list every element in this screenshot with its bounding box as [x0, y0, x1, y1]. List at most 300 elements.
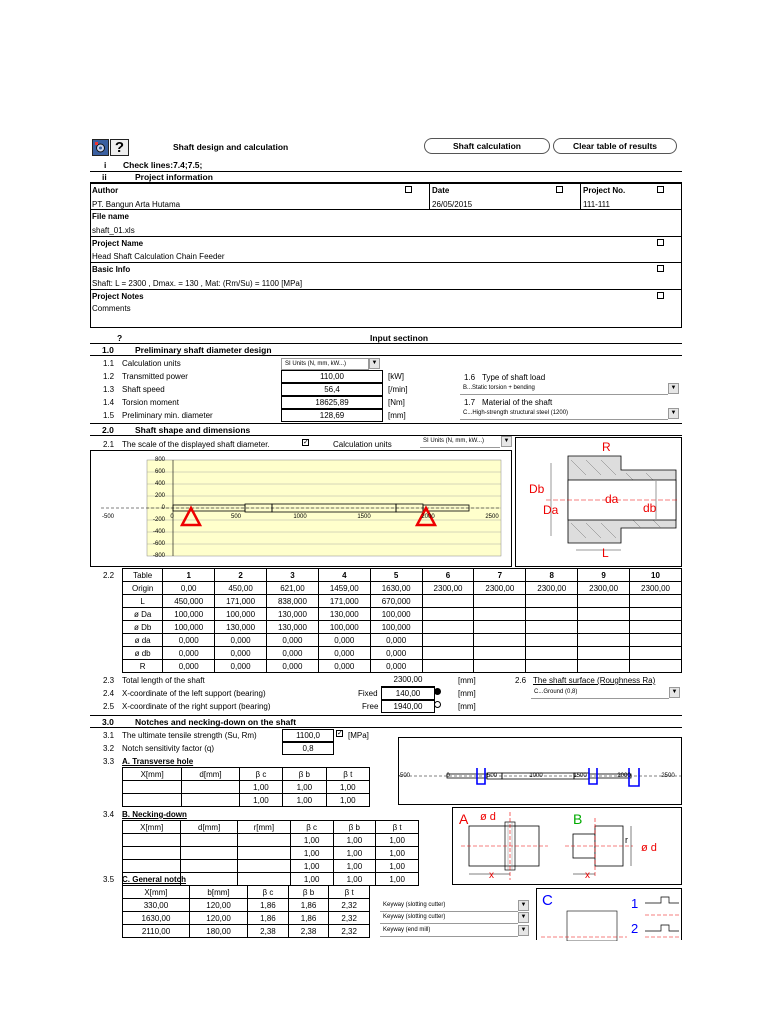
notch-type-select-3[interactable]: Keyway (end mill) — [380, 925, 518, 937]
table-cell[interactable] — [181, 834, 238, 847]
table-cell[interactable]: 1,00 — [333, 847, 376, 860]
unit-label: [mm] — [388, 411, 406, 420]
chevron-down-icon[interactable]: ▼ — [501, 436, 512, 447]
row-num: 1.1 — [103, 359, 115, 368]
right-support-label: X-coordinate of the right support (bearing) — [122, 702, 271, 711]
table-cell: Table — [123, 569, 163, 582]
table-cell[interactable]: 0,000 — [267, 634, 319, 647]
table-row — [123, 912, 370, 925]
row-num: 2.3 — [103, 676, 115, 685]
table-cell: β t — [376, 821, 419, 834]
table-cell[interactable]: 0,000 — [318, 634, 370, 647]
table-cell[interactable]: 100,000 — [215, 608, 267, 621]
table-cell: β b — [333, 821, 376, 834]
project-no-value[interactable]: 111-111 — [583, 200, 610, 209]
file-name-value[interactable]: shaft_01.xls — [92, 226, 135, 235]
table-cell[interactable]: 1,00 — [376, 847, 419, 860]
table-cell[interactable]: 2300,00 — [422, 582, 474, 595]
table-cell: R — [123, 660, 163, 673]
notch-sensitivity-input[interactable]: 0,8 — [282, 742, 334, 755]
table-cell[interactable]: 2300,00 — [526, 582, 578, 595]
table-cell[interactable] — [630, 595, 682, 608]
project-no-checkbox[interactable] — [657, 186, 664, 193]
table-cell[interactable]: 100,000 — [370, 621, 422, 634]
figure-c-2: 2 — [631, 921, 639, 936]
table-cell[interactable]: 2110,00 — [123, 925, 190, 938]
table-cell[interactable]: 1,00 — [333, 873, 376, 886]
table-cell[interactable]: 1,00 — [376, 873, 419, 886]
table-cell: 10 — [630, 569, 682, 582]
x-tick-label: 2500 — [485, 514, 499, 520]
input-help-mark: ? — [117, 333, 123, 343]
notch-sensitivity-label: Notch sensitivity factor (q) — [122, 744, 215, 753]
date-label: Date — [432, 186, 450, 195]
x-tick-label: 1500 — [573, 773, 587, 779]
right-support-input[interactable]: 1940,00 — [381, 700, 435, 713]
row-num: 2.5 — [103, 702, 115, 711]
table-row — [123, 834, 419, 847]
transverse-hole-table — [122, 767, 370, 807]
shaft-sections-table — [122, 568, 682, 673]
x-tick-label: 2000 — [421, 514, 435, 520]
table-cell[interactable]: 0,000 — [318, 647, 370, 660]
table-cell[interactable] — [630, 634, 682, 647]
table-cell[interactable]: 2300,00 — [474, 582, 526, 595]
table-cell[interactable]: 450,00 — [215, 582, 267, 595]
project-name-checkbox[interactable] — [657, 239, 664, 246]
table-cell[interactable]: 670,000 — [370, 595, 422, 608]
table-cell[interactable] — [237, 834, 290, 847]
table-row — [123, 634, 682, 647]
table-cell[interactable]: 0,000 — [370, 647, 422, 660]
table-cell[interactable]: 100,000 — [163, 608, 215, 621]
table-cell[interactable] — [422, 647, 474, 660]
table-cell[interactable] — [237, 873, 290, 886]
y-tick-label: -800 — [152, 553, 165, 559]
table-cell[interactable]: 0,000 — [370, 634, 422, 647]
table-cell[interactable] — [474, 608, 526, 621]
chevron-down-icon[interactable]: ▼ — [369, 358, 380, 369]
shaft-surface-select[interactable]: C...Ground (0,8) — [531, 687, 669, 699]
notch-figure-c — [536, 888, 682, 940]
table-cell: 3 — [267, 569, 319, 582]
shaft-material-label: Material of the shaft — [482, 398, 553, 407]
table-cell[interactable]: 1630,00 — [370, 582, 422, 595]
y-tick-label: 800 — [154, 457, 165, 463]
page-title: Shaft design and calculation — [173, 142, 289, 152]
table-row — [123, 781, 370, 794]
table-cell[interactable]: 171,000 — [318, 595, 370, 608]
table-cell[interactable]: 1,00 — [326, 781, 369, 794]
y-tick-label: -400 — [152, 529, 165, 535]
table-cell[interactable] — [578, 608, 630, 621]
label-R: R — [602, 440, 611, 454]
row-num: 3.4 — [103, 810, 115, 819]
table-cell: β c — [239, 768, 282, 781]
row-num: 1.4 — [103, 398, 115, 407]
table-cell[interactable]: 120,00 — [189, 912, 247, 925]
table-cell: Origin — [123, 582, 163, 595]
fixed-label: Fixed — [358, 689, 378, 698]
unit-label: [MPa] — [348, 731, 369, 740]
table-cell[interactable] — [422, 634, 474, 647]
table-cell[interactable] — [422, 608, 474, 621]
table-cell[interactable]: 0,000 — [318, 660, 370, 673]
chevron-down-icon[interactable]: ▼ — [669, 687, 680, 698]
unit-label: [mm] — [458, 689, 476, 698]
app-icon[interactable] — [92, 139, 109, 156]
x-tick-label: 0 — [446, 773, 450, 779]
tensile-strength-label: The ultimate tensile strength (Su, Rm) — [122, 731, 257, 740]
table-cell[interactable] — [181, 860, 238, 873]
diameter-scale-label: The scale of the displayed shaft diameter. — [122, 440, 270, 449]
table-header-row — [123, 886, 370, 899]
table-cell: 7 — [474, 569, 526, 582]
table-cell[interactable] — [526, 660, 578, 673]
table-cell[interactable] — [422, 660, 474, 673]
table-cell[interactable]: 130,000 — [215, 621, 267, 634]
table-cell: ø Da — [123, 608, 163, 621]
shaft-load-select[interactable]: B...Static torsion + bending — [460, 383, 668, 395]
y-tick-label: 200 — [154, 493, 165, 499]
x-tick-label: 1000 — [293, 514, 307, 520]
project-no-label: Project No. — [583, 186, 626, 195]
table-cell[interactable] — [181, 873, 238, 886]
y-tick-label: -600 — [152, 541, 165, 547]
table-cell[interactable]: 130,000 — [267, 608, 319, 621]
left-support-label: X-coordinate of the left support (bearing) — [122, 689, 266, 698]
table-cell[interactable]: 0,000 — [215, 647, 267, 660]
chevron-down-icon[interactable]: ▼ — [518, 925, 529, 936]
table-cell[interactable]: 130,000 — [318, 608, 370, 621]
table-row — [123, 794, 370, 807]
table-cell[interactable]: 1459,00 — [318, 582, 370, 595]
table-cell: β t — [329, 886, 370, 899]
table-cell: β c — [290, 821, 333, 834]
x-tick-label: 1000 — [529, 773, 543, 779]
table-cell[interactable]: 2,32 — [329, 912, 370, 925]
row-num: 2.4 — [103, 689, 115, 698]
table-cell: 1 — [163, 569, 215, 582]
author-value[interactable]: PT. Bangun Arta Hutama — [92, 200, 181, 209]
table-cell[interactable] — [123, 794, 182, 807]
project-notes-checkbox[interactable] — [657, 292, 664, 299]
chevron-down-icon[interactable]: ▼ — [518, 900, 529, 911]
notch-figures-ab — [452, 807, 682, 885]
table-cell[interactable]: 1,00 — [239, 794, 282, 807]
total-length-label: Total length of the shaft — [122, 676, 205, 685]
shaft-material-select[interactable]: C...High-strength structural steel (1200) — [460, 408, 668, 420]
project-notes-label: Project Notes — [92, 292, 144, 301]
table-cell[interactable]: 0,000 — [267, 660, 319, 673]
table-cell[interactable] — [526, 647, 578, 660]
table-cell[interactable] — [237, 847, 290, 860]
author-label: Author — [92, 186, 119, 195]
label-Db: Db — [529, 482, 545, 496]
table-row — [123, 847, 419, 860]
table-row — [123, 860, 419, 873]
table-cell[interactable] — [526, 634, 578, 647]
table-cell[interactable]: 1,00 — [290, 873, 333, 886]
table-cell[interactable] — [578, 634, 630, 647]
table-cell[interactable] — [578, 621, 630, 634]
table-row — [123, 582, 682, 595]
figure-a-x: x — [489, 870, 494, 881]
table-cell[interactable] — [630, 608, 682, 621]
table-cell[interactable]: 180,00 — [189, 925, 247, 938]
x-tick-label: 2500 — [661, 773, 675, 779]
table-cell: d[mm] — [181, 821, 238, 834]
table-cell[interactable] — [630, 647, 682, 660]
row-num: 2.1 — [103, 440, 115, 449]
table-cell[interactable] — [578, 647, 630, 660]
table-cell[interactable] — [526, 595, 578, 608]
table-cell[interactable] — [182, 781, 239, 794]
file-name-label: File name — [92, 212, 129, 221]
table-cell[interactable] — [181, 847, 238, 860]
row-num: 2.2 — [103, 571, 115, 580]
table-cell[interactable]: 838,000 — [267, 595, 319, 608]
project-name-label: Project Name — [92, 239, 144, 248]
unit-label: [Nm] — [388, 398, 405, 407]
table-cell[interactable]: 100,000 — [318, 621, 370, 634]
table-cell[interactable]: 1,00 — [376, 834, 419, 847]
table-cell[interactable] — [474, 660, 526, 673]
chevron-down-icon[interactable]: ▼ — [668, 383, 679, 394]
table-cell[interactable]: 1,00 — [326, 794, 369, 807]
figure-c-1: 1 — [631, 896, 639, 911]
table-cell[interactable] — [526, 608, 578, 621]
project-name-value[interactable]: Head Shaft Calculation Chain Feeder — [92, 252, 225, 261]
input-section-title: Input sectinon — [370, 333, 429, 343]
label-L: L — [602, 546, 609, 560]
table-cell[interactable]: 2,38 — [288, 925, 329, 938]
necking-down-heading: B. Necking-down — [122, 810, 187, 819]
x-tick-label: -500 — [397, 773, 410, 779]
table-cell[interactable]: 1,00 — [290, 834, 333, 847]
unit-label: [/min] — [388, 385, 408, 394]
tensile-strength-checkbox[interactable]: ✓ — [337, 730, 343, 737]
table-cell[interactable]: 0,000 — [215, 660, 267, 673]
shaft-speed-label: Shaft speed — [122, 385, 165, 394]
table-cell[interactable]: 450,000 — [163, 595, 215, 608]
fixed-radio[interactable] — [434, 688, 441, 695]
basic-info-value[interactable]: Shaft: L = 2300 , Dmax. = 130 , Mat: (Rm/Su) = 1100 [MPa] — [92, 279, 303, 288]
table-header-row — [123, 569, 682, 582]
transverse-hole-heading: A. Transverse hole — [122, 757, 194, 766]
section-2-num: 2.0 — [102, 425, 114, 435]
table-cell[interactable] — [182, 794, 239, 807]
chevron-down-icon[interactable]: ▼ — [668, 408, 679, 419]
unit-label: [mm] — [458, 676, 476, 685]
date-value[interactable]: 26/05/2015 — [432, 200, 473, 209]
table-cell[interactable]: 1,00 — [376, 860, 419, 873]
shaft-chart — [90, 450, 512, 567]
y-tick-label: 0 — [161, 505, 165, 511]
x-tick-label: 0 — [170, 514, 174, 520]
torsion-moment-label: Torsion moment — [122, 398, 179, 407]
help-icon[interactable]: ? — [110, 139, 129, 156]
table-cell[interactable]: 130,000 — [267, 621, 319, 634]
clear-results-button[interactable]: Clear table of results — [553, 138, 677, 154]
table-cell[interactable]: 1,00 — [333, 860, 376, 873]
table-row — [123, 925, 370, 938]
table-cell[interactable]: 0,000 — [163, 647, 215, 660]
table-cell[interactable]: 0,000 — [163, 634, 215, 647]
figure-a-d: ø d — [480, 811, 496, 823]
transmitted-power-label: Transmitted power — [122, 372, 188, 381]
notch-chart — [398, 737, 682, 805]
table-cell[interactable] — [578, 660, 630, 673]
table-cell[interactable]: 2,32 — [329, 925, 370, 938]
table-cell: X[mm] — [123, 768, 182, 781]
table-cell[interactable] — [526, 621, 578, 634]
table-cell: L — [123, 595, 163, 608]
y-tick-label: -200 — [152, 517, 165, 523]
table-cell[interactable] — [422, 621, 474, 634]
label-da: da — [605, 492, 619, 506]
table-cell[interactable] — [474, 621, 526, 634]
table-cell[interactable]: 171,000 — [215, 595, 267, 608]
left-support-input[interactable]: 140,00 — [381, 687, 435, 700]
table-cell[interactable]: 2,38 — [248, 925, 289, 938]
table-cell[interactable] — [123, 834, 181, 847]
table-cell[interactable]: 1,00 — [283, 781, 326, 794]
shaft-load-label: Type of shaft load — [482, 373, 546, 382]
torsion-moment-value: 18625,89 — [281, 396, 383, 409]
x-tick-label: -500 — [101, 514, 114, 520]
table-cell: ø db — [123, 647, 163, 660]
basic-info-checkbox[interactable] — [657, 265, 664, 272]
table-cell: β b — [288, 886, 329, 899]
table-cell: β t — [326, 768, 369, 781]
calc-units-select-2[interactable]: SI Units (N, mm, kW...) — [420, 436, 500, 448]
transmitted-power-input[interactable]: 110,00 — [281, 370, 383, 383]
table-cell[interactable] — [578, 595, 630, 608]
table-cell[interactable] — [422, 595, 474, 608]
section-2-title: Shaft shape and dimensions — [135, 425, 251, 435]
table-cell[interactable]: 1,00 — [283, 794, 326, 807]
table-cell: d[mm] — [182, 768, 239, 781]
table-cell[interactable]: 1,86 — [288, 899, 329, 912]
table-cell[interactable]: 2300,00 — [630, 582, 682, 595]
table-cell[interactable]: 0,00 — [163, 582, 215, 595]
section-3-title: Notches and necking-down on the shaft — [135, 717, 297, 727]
shaft-speed-input[interactable]: 56,4 — [281, 383, 383, 396]
table-cell[interactable] — [630, 660, 682, 673]
table-cell: 2 — [215, 569, 267, 582]
unit-label: [kW] — [388, 372, 404, 381]
table-cell[interactable]: 621,00 — [267, 582, 319, 595]
table-row — [123, 660, 682, 673]
notch-type-select-2[interactable]: Keyway (slotting cutter) — [380, 912, 518, 924]
table-cell[interactable] — [123, 860, 181, 873]
table-cell[interactable]: 1,00 — [239, 781, 282, 794]
row-num: 3.5 — [103, 875, 115, 884]
unit-label: [mm] — [458, 702, 476, 711]
table-cell[interactable]: 1,00 — [333, 834, 376, 847]
x-tick-label: 500 — [230, 514, 241, 520]
figure-a-label: A — [459, 811, 469, 827]
row-num: 1.3 — [103, 385, 115, 394]
table-cell[interactable] — [474, 634, 526, 647]
calc-units-label-2: Calculation units — [333, 440, 392, 449]
table-cell: ø da — [123, 634, 163, 647]
table-cell[interactable]: 2,32 — [329, 899, 370, 912]
tensile-strength-input[interactable]: 1100,0 — [282, 729, 334, 742]
table-header-row — [123, 821, 419, 834]
diameter-scale-checkbox[interactable]: ✓ — [303, 439, 309, 446]
table-header-row — [123, 768, 370, 781]
table-cell[interactable] — [630, 621, 682, 634]
table-row — [123, 899, 370, 912]
table-cell[interactable]: 2300,00 — [578, 582, 630, 595]
table-cell[interactable] — [237, 860, 290, 873]
table-cell: β b — [283, 768, 326, 781]
table-cell[interactable]: 100,000 — [163, 621, 215, 634]
total-length-value: 2300,00 — [381, 674, 435, 687]
general-notch-table — [122, 885, 370, 938]
figure-b-label: B — [573, 811, 583, 827]
notch-type-select-1[interactable]: Keyway (slotting cutter) — [380, 900, 518, 912]
table-cell: 9 — [578, 569, 630, 582]
table-cell[interactable]: 1630,00 — [123, 912, 190, 925]
table-cell[interactable]: 1,00 — [290, 860, 333, 873]
row-num: 3.2 — [103, 744, 115, 753]
table-cell[interactable] — [123, 781, 182, 794]
table-row — [123, 621, 682, 634]
table-cell[interactable]: 120,00 — [189, 899, 247, 912]
shaft-calculation-button[interactable]: Shaft calculation — [424, 138, 550, 154]
y-tick-label: 600 — [154, 469, 165, 475]
table-cell[interactable]: 1,86 — [248, 912, 289, 925]
general-notch-heading: C. General notch — [122, 875, 187, 884]
free-radio[interactable] — [434, 701, 441, 708]
label-db: db — [643, 501, 657, 515]
row-num: 1.5 — [103, 411, 115, 420]
table-row — [123, 608, 682, 621]
section-1-title: Preliminary shaft diameter design — [135, 345, 272, 355]
chevron-down-icon[interactable]: ▼ — [518, 912, 529, 923]
x-tick-label: 2000 — [617, 773, 631, 779]
table-cell[interactable]: 0,000 — [163, 660, 215, 673]
x-tick-label: 500 — [486, 773, 497, 779]
table-cell[interactable] — [123, 847, 181, 860]
table-cell[interactable]: 100,000 — [370, 608, 422, 621]
row-num: 3.1 — [103, 731, 115, 740]
shaft-profile-figure — [515, 437, 682, 567]
figure-b-d: ø d — [641, 842, 657, 854]
table-cell[interactable]: 0,000 — [370, 660, 422, 673]
table-cell[interactable]: 0,000 — [267, 647, 319, 660]
table-cell[interactable] — [474, 647, 526, 660]
row-num: 1.6 — [464, 373, 476, 382]
table-cell[interactable]: 0,000 — [215, 634, 267, 647]
table-cell[interactable]: 1,86 — [288, 912, 329, 925]
date-checkbox[interactable] — [556, 186, 563, 193]
table-cell[interactable] — [474, 595, 526, 608]
table-cell[interactable]: 1,00 — [290, 847, 333, 860]
figure-c-label: C — [542, 892, 553, 909]
table-cell[interactable]: 330,00 — [123, 899, 190, 912]
row-num: 3.3 — [103, 757, 115, 766]
project-notes-value[interactable]: Comments — [92, 304, 131, 313]
calculation-units-select[interactable]: SI Units (N, mm, kW...) — [281, 358, 369, 370]
author-checkbox[interactable] — [405, 186, 412, 193]
figure-b-r: r — [625, 835, 628, 845]
table-cell[interactable]: 1,86 — [248, 899, 289, 912]
section-1-num: 1.0 — [102, 345, 114, 355]
